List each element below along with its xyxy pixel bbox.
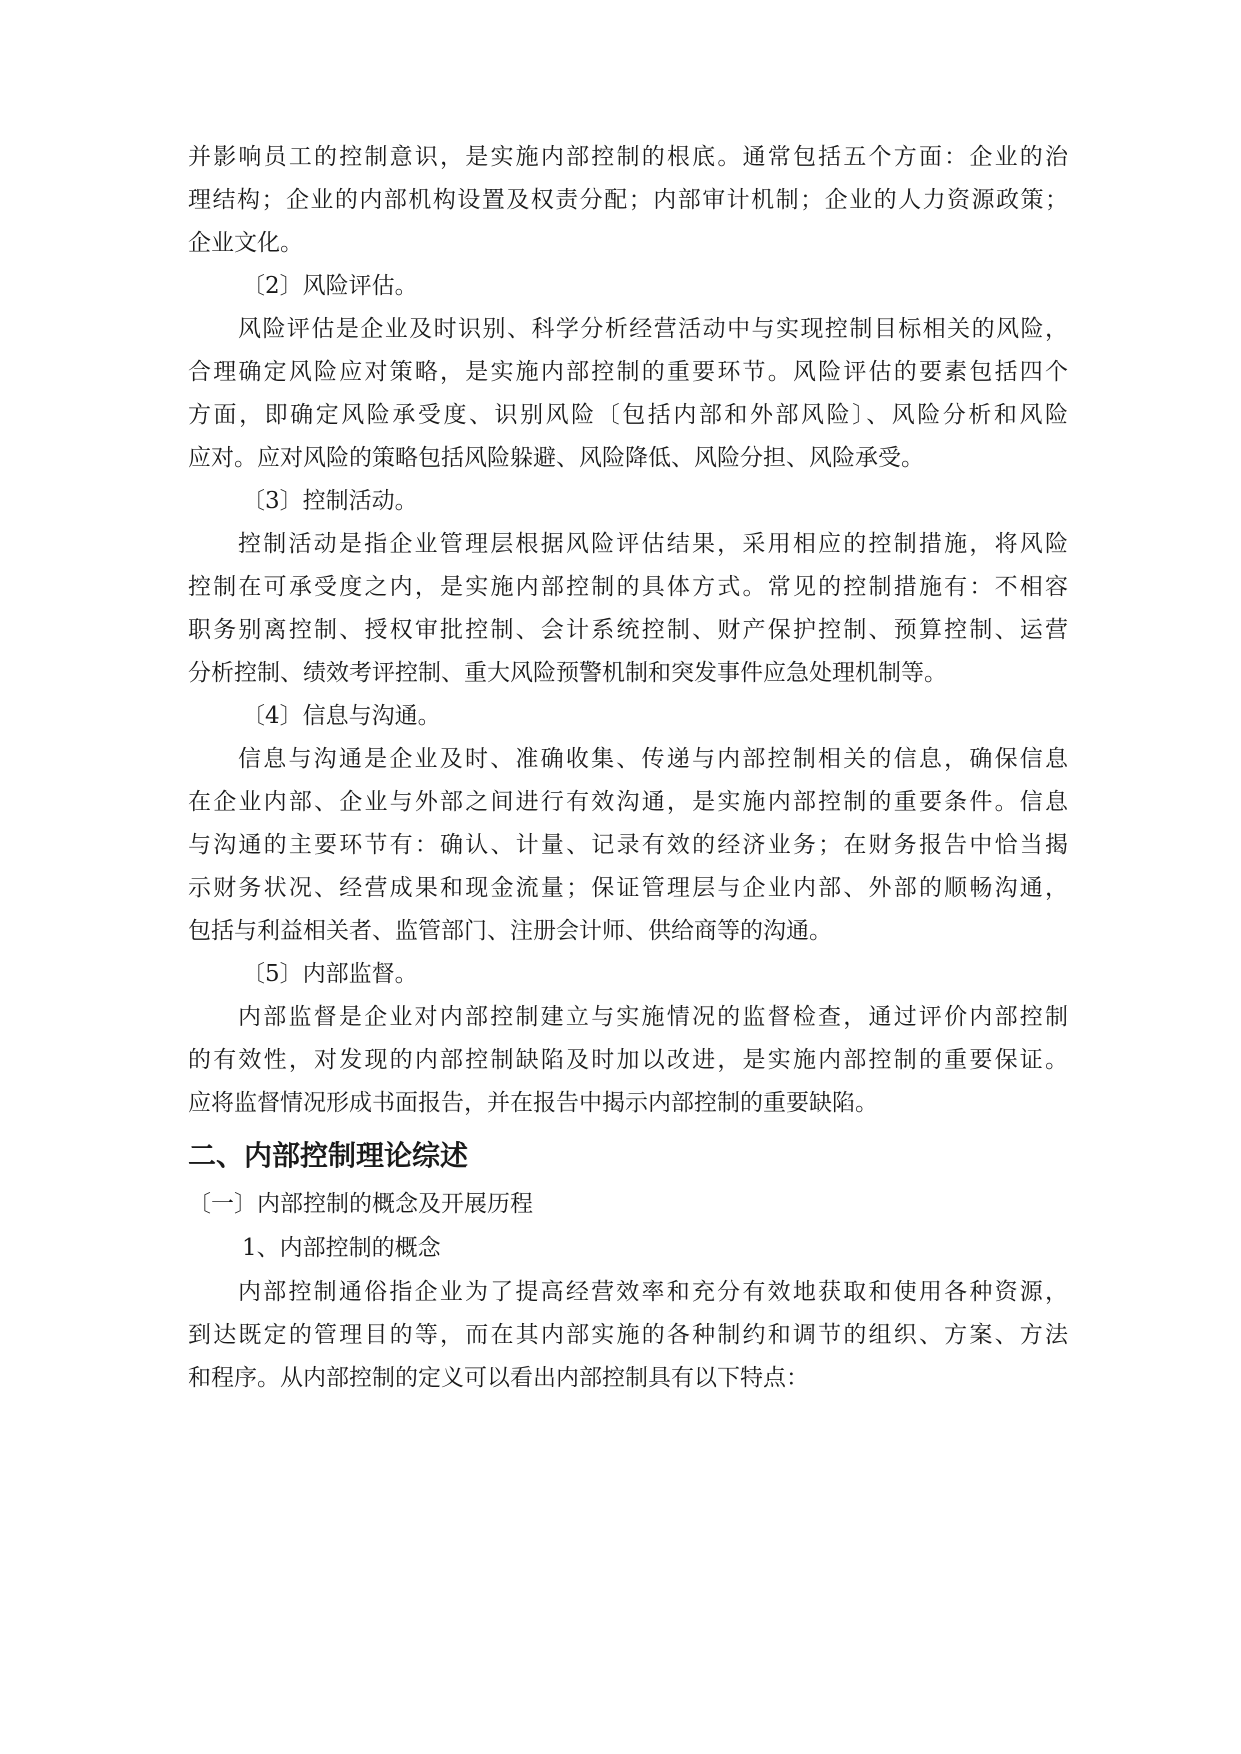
paragraph-line: 分析控制、绩效考评控制、重大风险预警机制和突发事件应急处理机制等。 <box>188 660 947 686</box>
paragraph-line: 控制活动是指企业管理层根据风险评估结果，采用相应的控制措施，将风险 <box>238 531 1068 557</box>
paragraph-line: 并影响员工的控制意识，是实施内部控制的根底。通常包括五个方面：企业的治 <box>188 144 1068 170</box>
paragraph-line: 内部控制通俗指企业为了提高经营效率和充分有效地获取和使用各种资源， <box>238 1279 1068 1305</box>
item-title: 〔3〕控制活动。 <box>242 488 418 514</box>
paragraph-line: 方面，即确定风险承受度、识别风险〔包括内部和外部风险〕、风险分析和风险 <box>188 402 1068 428</box>
paragraph-line: 示财务状况、经营成果和现金流量；保证管理层与企业内部、外部的顺畅沟通， <box>188 875 1068 901</box>
paragraph-line: 内部监督是企业对内部控制建立与实施情况的监督检查，通过评价内部控制 <box>238 1004 1068 1030</box>
paragraph-line: 控制在可承受度之内，是实施内部控制的具体方式。常见的控制措施有：不相容 <box>188 574 1068 600</box>
paragraph-line: 和程序。从内部控制的定义可以看出内部控制具有以下特点： <box>188 1365 809 1391</box>
item-title: 〔2〕风险评估。 <box>242 273 418 299</box>
paragraph-line: 企业文化。 <box>188 230 303 256</box>
subsection-heading: 〔一〕内部控制的概念及开展历程 <box>188 1191 533 1217</box>
paragraph-line: 应对。应对风险的策略包括风险躲避、风险降低、风险分担、风险承受。 <box>188 445 924 471</box>
paragraph-line: 风险评估是企业及时识别、科学分析经营活动中与实现控制目标相关的风险， <box>238 316 1068 342</box>
paragraph-line: 在企业内部、企业与外部之间进行有效沟通，是实施内部控制的重要条件。信息 <box>188 789 1068 815</box>
paragraph-line: 职务别离控制、授权审批控制、会计系统控制、财产保护控制、预算控制、运营 <box>188 617 1068 643</box>
section-heading: 二、内部控制理论综述 <box>188 1139 469 1172</box>
item-title: 〔5〕内部监督。 <box>242 961 418 987</box>
item-title: 〔4〕信息与沟通。 <box>242 703 441 729</box>
paragraph-line: 信息与沟通是企业及时、准确收集、传递与内部控制相关的信息，确保信息 <box>238 746 1068 772</box>
paragraph-line: 包括与利益相关者、监管部门、注册会计师、供给商等的沟通。 <box>188 918 832 944</box>
paragraph-line: 合理确定风险应对策略，是实施内部控制的重要环节。风险评估的要素包括四个 <box>188 359 1068 385</box>
paragraph-line: 的有效性，对发现的内部控制缺陷及时加以改进，是实施内部控制的重要保证。 <box>188 1047 1068 1073</box>
paragraph-line: 到达既定的管理目的等，而在其内部实施的各种制约和调节的组织、方案、方法 <box>188 1322 1068 1348</box>
paragraph-line: 与沟通的主要环节有：确认、计量、记录有效的经济业务；在财务报告中恰当揭 <box>188 832 1068 858</box>
item-title: 1、内部控制的概念 <box>242 1235 441 1261</box>
paragraph-line: 应将监督情况形成书面报告，并在报告中揭示内部控制的重要缺陷。 <box>188 1090 878 1116</box>
paragraph-line: 理结构；企业的内部机构设置及权责分配；内部审计机制；企业的人力资源政策； <box>188 187 1068 213</box>
